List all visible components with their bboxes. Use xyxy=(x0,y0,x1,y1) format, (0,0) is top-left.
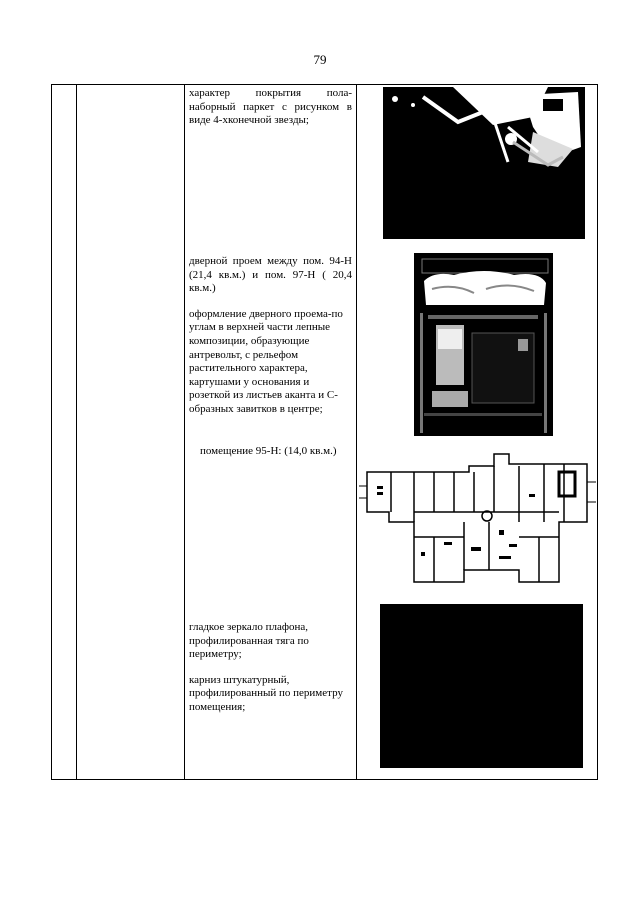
doorway-decoration: оформление дверного проема-по углам в верхней части лепные композиции, образующие антревольт, с рельефом растительного характера, картушами у основания и розеткой из лиcтьев аканта и С-образных завитков в центре; xyxy=(189,307,343,415)
room-95-title: помещение 95-Н: (14,0 кв.м.) xyxy=(200,445,337,457)
feature-text-ceiling xyxy=(189,621,352,715)
photo-ceiling xyxy=(380,604,583,768)
column-divider-3 xyxy=(356,85,357,779)
photo-parquet-floor xyxy=(383,87,585,239)
page-number: 79 xyxy=(313,52,327,67)
floor-plan-room-95 xyxy=(359,452,596,588)
feature-text-doorway xyxy=(189,255,352,417)
feature-text-room-95 xyxy=(200,445,356,459)
feature-description: характер покрытия пола-наборный паркет с рисунком в виде 4-хконечной звезды; xyxy=(189,87,352,127)
heritage-features-table xyxy=(51,84,598,780)
photo-doorway xyxy=(414,253,553,436)
doorway-location: дверной проем между пом. 94-Н (21,4 кв.м.) и пом. 97-Н ( 20,4 кв.м.) xyxy=(189,255,352,295)
column-divider-1 xyxy=(76,85,77,779)
cornice-description: карниз штукатурный, профилированный по периметру помещения; xyxy=(189,673,343,713)
column-divider-2 xyxy=(184,85,185,779)
ceiling-description: гладкое зеркало плафона, профилированная тяга по периметру; xyxy=(189,621,309,661)
feature-text-floor xyxy=(189,87,352,128)
